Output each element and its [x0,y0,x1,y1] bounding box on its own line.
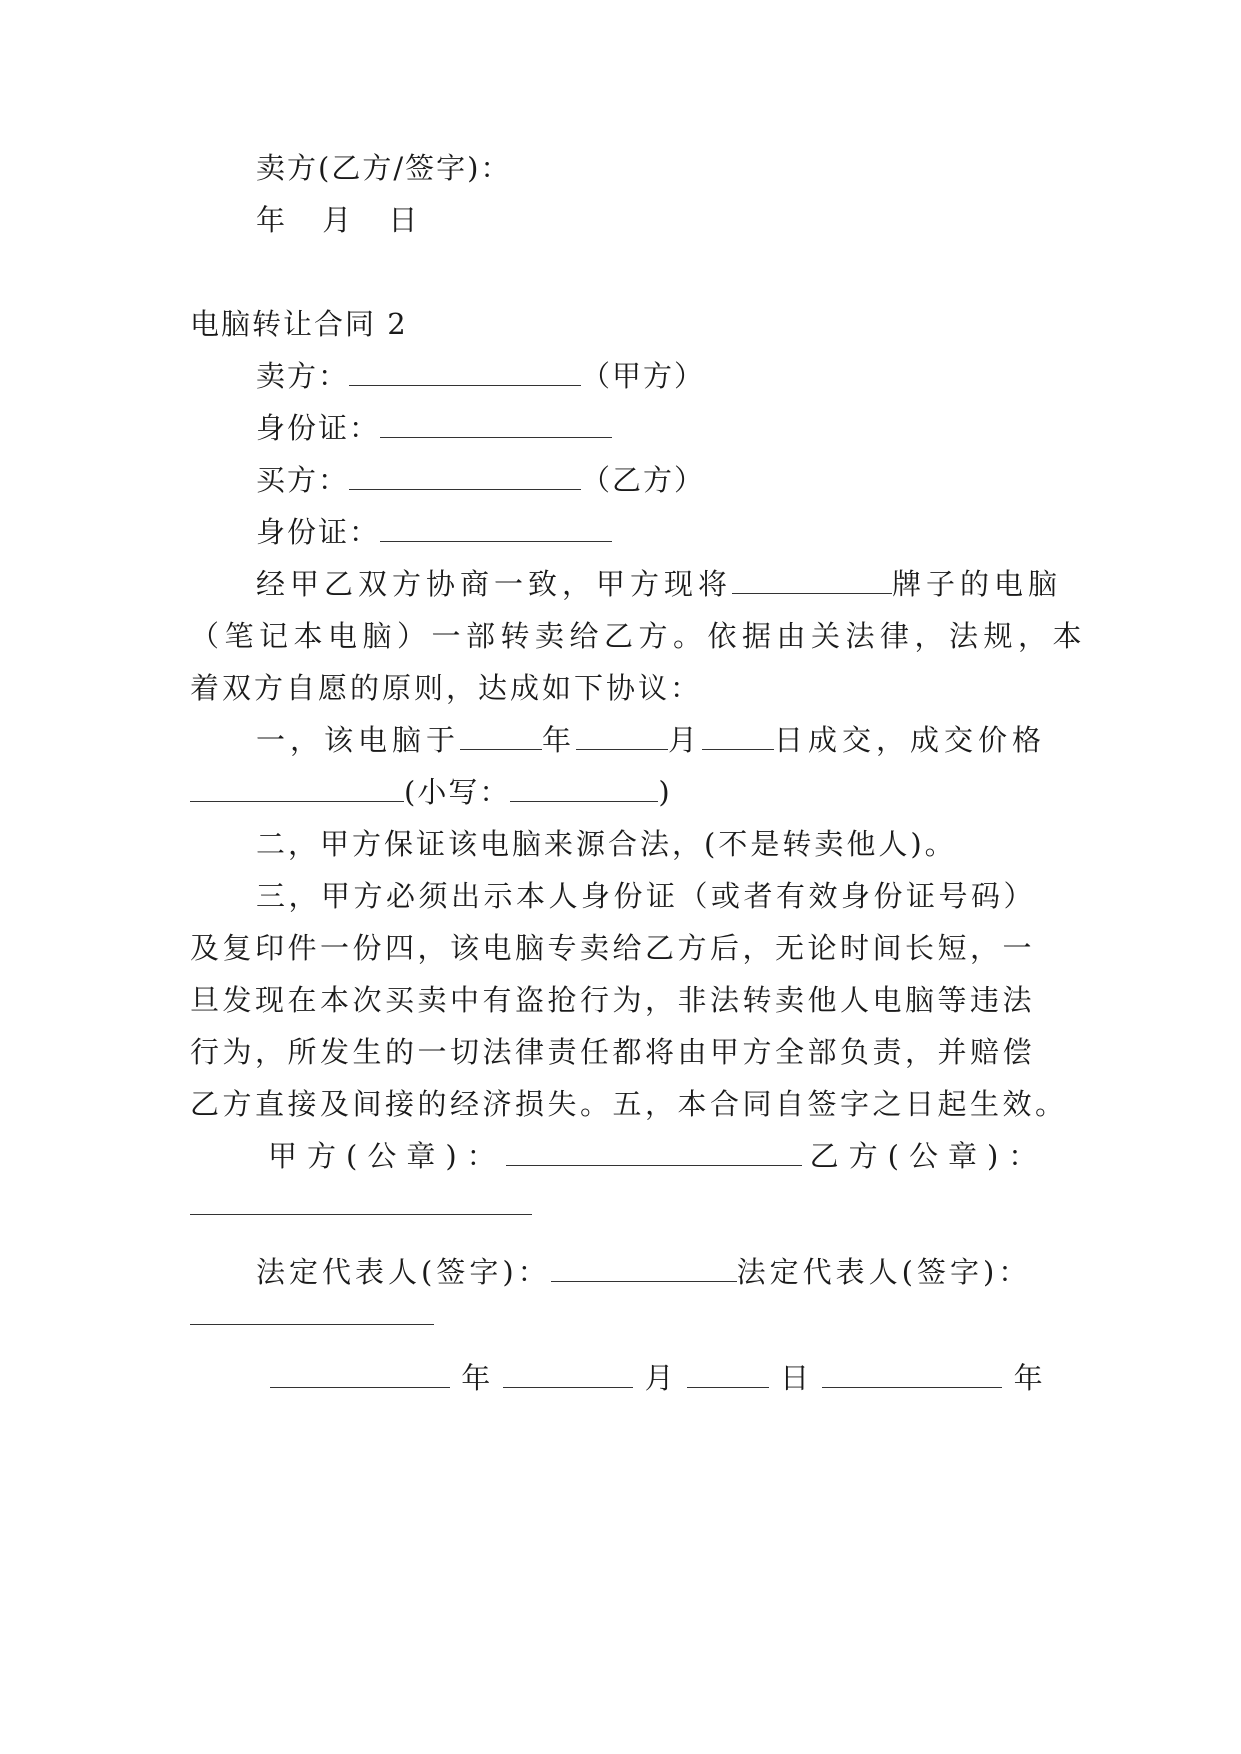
seller-id-blank [380,411,612,438]
buyer-line [256,460,1116,500]
legal-rep-a-blank [551,1255,737,1282]
final-month-blank [503,1361,633,1388]
paragraph-1-line-2: （笔记本电脑）一部转卖给乙方。依据由关法律，法规，本 [190,619,1088,653]
clause-1-small-open: (小写： [404,775,511,809]
seller-label: 卖方： [256,359,350,393]
clause-1-text: 一，该电脑于 [256,723,461,757]
month-blank [576,723,668,750]
seller-suffix: （甲方） [581,359,706,393]
year-blank [460,723,542,750]
party-b-seal-label: 乙方(公章)： [809,1139,1048,1173]
seller-line [256,356,1116,396]
seller-id-line [256,408,1116,448]
clause-2: 二，甲方保证该电脑来源合法，(不是转卖他人)。 [256,827,957,861]
clause-3-line-4: 行为，所发生的一切法律责任都将由甲方全部负责，并赔偿 [190,1035,1036,1069]
clause-1-line-1 [256,720,1116,760]
price-small-blank [510,775,658,802]
paragraph-1-text-b: 牌子的电脑 [892,567,1063,601]
final-year2-label: 年 [1013,1361,1045,1395]
clause-1-small-close: ) [658,775,672,809]
buyer-blank [349,463,581,490]
final-month-label: 月 [644,1361,676,1395]
legal-rep-b-blank [190,1324,434,1325]
clause-3-line-1: 三，甲方必须出示本人身份证（或者有效身份证号码） [256,879,1037,913]
clause-1-year: 年 [542,723,577,757]
final-day-label: 日 [780,1361,812,1395]
seller-signature-line: 卖方(乙方/签字)： [256,151,512,185]
buyer-suffix: （乙方） [581,463,706,497]
brand-blank [732,567,892,594]
seller-blank [349,359,581,386]
clause-3-line-5: 乙方直接及间接的经济损失。五，本合同自签字之日起生效。 [190,1087,1068,1121]
date-line: 年 月 日 [256,203,432,237]
party-a-seal-blank [506,1139,802,1166]
buyer-label: 买方： [256,463,350,497]
buyer-id-line [256,512,1116,552]
final-year2-blank [822,1361,1002,1388]
final-year-label: 年 [461,1361,493,1395]
contract-title: 电脑转让合同 2 [190,307,408,341]
seal-line [268,1136,1128,1176]
paragraph-1-line-1 [256,564,1116,604]
clause-3-line-2: 及复印件一份四，该电脑专卖给乙方后，无论时间长短，一 [190,931,1036,965]
clause-1-line-2 [190,772,1050,812]
final-date-line [270,1358,1130,1398]
legal-rep-b-label: 法定代表人(签字)： [736,1255,1032,1289]
buyer-id-label: 身份证： [256,515,381,549]
party-a-seal-label: 甲方(公章)： [268,1139,506,1173]
seller-id-label: 身份证： [256,411,381,445]
price-blank [190,775,404,802]
clause-1-day: 日成交，成交价格 [774,723,1047,757]
legal-rep-a-label: 法定代表人(签字)： [256,1255,551,1289]
final-year-blank [270,1361,450,1388]
legal-rep-line [256,1252,1116,1292]
party-b-seal-blank [190,1214,532,1215]
paragraph-1-text-a: 经甲乙双方协商一致，甲方现将 [256,567,733,601]
clause-1-month: 月 [668,723,703,757]
paragraph-1-line-3: 着双方自愿的原则，达成如下协议： [190,671,703,705]
day-blank [702,723,774,750]
final-day-blank [687,1361,769,1388]
clause-3-line-3: 旦发现在本次买卖中有盗抢行为，非法转卖他人电脑等违法 [190,983,1036,1017]
buyer-id-blank [380,515,612,542]
